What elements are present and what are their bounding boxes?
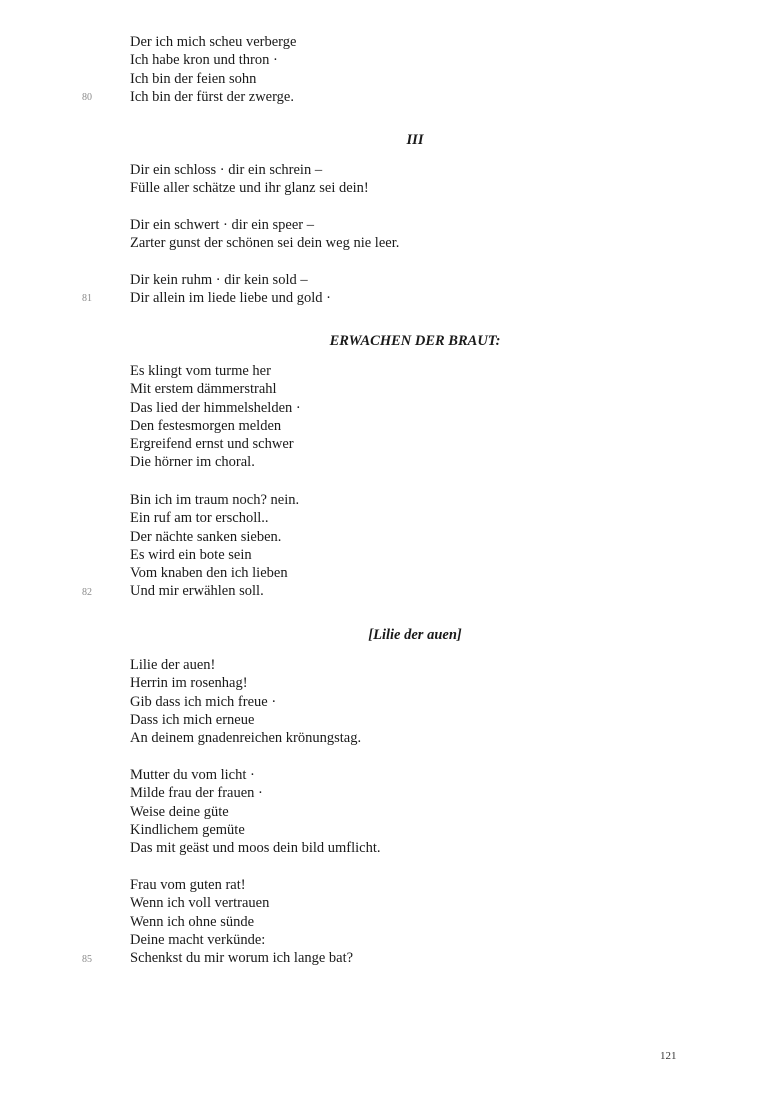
verse-line: Dir allein im liede liebe und gold · [130,290,331,307]
verse-line: Dass ich mich erneue [130,711,255,728]
verse-line: Lilie der auen! [130,657,216,673]
verse-line: Weise deine güte [130,803,229,820]
verse-line: Mit erstem dämmerstrahl [130,381,277,398]
stanza-e [130,362,690,472]
verse-line: Es wird ein bote sein [130,546,252,563]
line-number: 85 [82,954,92,965]
verse-line: Den festesmorgen melden [130,417,282,434]
stanza-f [130,491,690,601]
verse-line: Fülle aller schätze und ihr glanz sei dein! [130,180,369,197]
verse-line: Ergreifend ernst und schwer [130,436,294,453]
stanza-h [130,766,690,857]
verse-line: Das lied der himmelshelden · [130,399,301,416]
stanza-i [130,876,690,967]
verse-line: Dir ein schloss · dir ein schrein – [130,162,323,178]
page-number: 121 [660,1050,677,1062]
verse-line: Schenkst du mir worum ich lange bat? [130,950,354,967]
verse-line: Milde frau der frauen · [130,785,263,802]
line-number: 80 [82,92,92,103]
section-heading-erwachen: ERWACHEN DER BRAUT: [329,333,501,349]
verse-line: Ich habe kron und thron · [130,52,278,69]
verse-line: Dir ein schwert · dir ein speer – [130,217,315,233]
verse-line: Bin ich im traum noch? nein. [130,492,300,508]
verse-line: Deine macht verkünde: [130,931,266,948]
stanza-g [130,656,690,747]
verse-line: Zarter gunst der schönen sei dein weg nie leer. [130,235,400,252]
verse-line: Dir kein ruhm · dir kein sold – [130,272,308,288]
verse-line: Das mit geäst und moos dein bild umflicht. [130,840,381,857]
stanza-b [130,161,690,198]
section-heading-lilie: [Lilie der auen] [368,627,462,643]
verse-line: Der nächte sanken sieben. [130,528,282,545]
stanza-d [130,271,690,308]
verse-line: An deinem gnadenreichen krönungstag. [130,730,362,747]
verse-line: Ich bin der fürst der zwerge. [130,88,294,105]
verse-line: Es klingt vom turme her [130,363,271,379]
section-heading-iii: III [406,132,424,148]
stanza-a [130,33,690,106]
line-number: 82 [82,587,92,598]
verse-line: Kindlichem gemüte [130,821,245,838]
verse-line: Und mir erwählen soll. [130,583,264,600]
verse-line: Die hörner im choral. [130,454,255,471]
verse-line: Frau vom guten rat! [130,877,246,893]
verse-line: Wenn ich voll vertrauen [130,895,270,912]
verse-line: Der ich mich scheu verberge [130,34,297,50]
verse-line: Ein ruf am tor erscholl.. [130,510,269,527]
stanza-c [130,216,690,253]
verse-line: Mutter du vom licht · [130,767,255,783]
verse-line: Gib dass ich mich freue · [130,693,277,710]
verse-line: Ich bin der feien sohn [130,70,257,87]
verse-line: Vom knaben den ich lieben [130,565,288,582]
verse-line: Herrin im rosenhag! [130,675,248,692]
line-number: 81 [82,293,92,304]
verse-line: Wenn ich ohne sünde [130,913,255,930]
